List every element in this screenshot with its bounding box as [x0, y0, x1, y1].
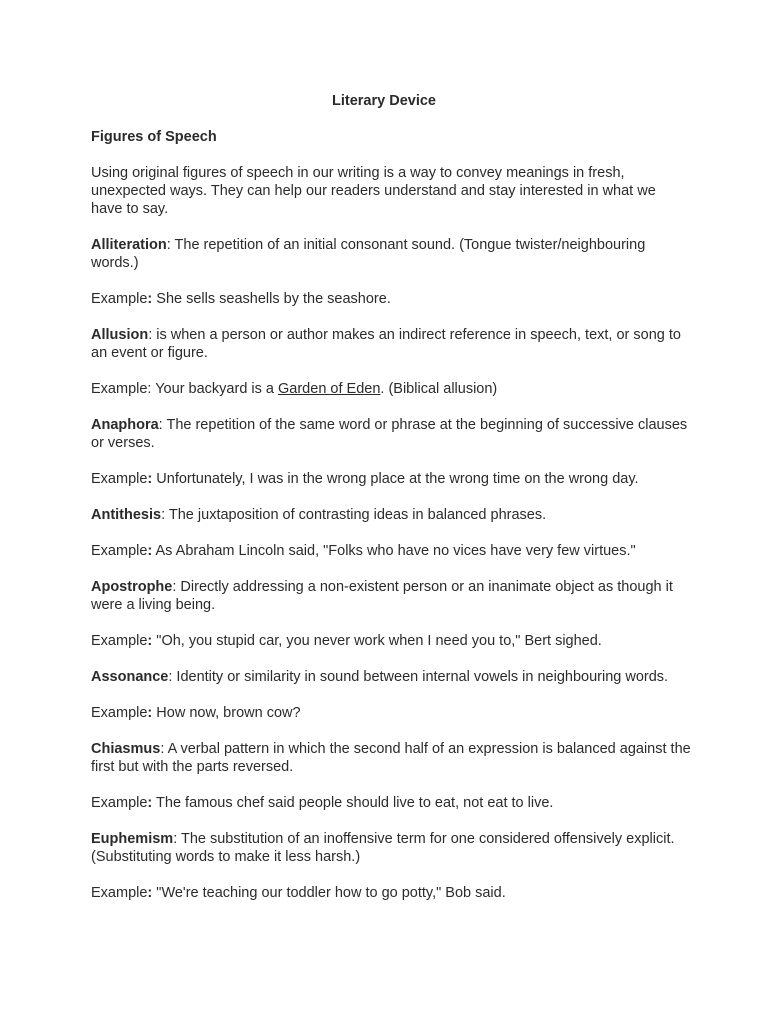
example-text-after: . (Biblical allusion) [380, 381, 498, 397]
example-euphemism [91, 884, 691, 902]
example-text: Unfortunately, I was in the wrong place at the wrong time on the wrong day. [152, 471, 639, 487]
definition-apostrophe [91, 578, 691, 614]
document-title: Literary Device [332, 93, 436, 109]
example-colon: : [147, 633, 153, 649]
definition-text: : A verbal pattern in which the second half of an expression is balanced against the first but with the parts reversed. [91, 741, 691, 775]
example-colon: : [147, 471, 153, 487]
example-colon: : [147, 705, 153, 721]
example-text: Your backyard is a [151, 381, 279, 397]
example-assonance [91, 704, 691, 722]
example-text: "We're teaching our toddler how to go potty," Bob said. [152, 885, 506, 901]
definition-text: : Directly addressing a non-existent person or an inanimate object as though it were a living being. [91, 579, 673, 613]
example-anaphora [91, 470, 691, 488]
definition-assonance [91, 668, 691, 686]
garden-of-eden-link[interactable]: Garden of Eden [278, 381, 381, 397]
example-allusion [91, 380, 691, 398]
example-label: Example [91, 543, 148, 559]
definition-anaphora [91, 416, 691, 452]
definition-chiasmus [91, 740, 691, 776]
term-euphemism: Euphemism [91, 831, 174, 847]
example-colon: : [147, 543, 153, 559]
example-colon: : [147, 381, 152, 397]
document-body [91, 128, 691, 920]
example-label: Example [91, 471, 148, 487]
example-alliteration [91, 290, 691, 308]
example-label: Example [91, 291, 148, 307]
definition-antithesis [91, 506, 691, 524]
definition-euphemism [91, 830, 691, 866]
example-label: Example [91, 633, 148, 649]
term-chiasmus: Chiasmus [91, 741, 161, 757]
example-colon: : [147, 795, 153, 811]
example-text: She sells seashells by the seashore. [152, 291, 391, 307]
term-anaphora: Anaphora [91, 417, 159, 433]
example-apostrophe [91, 632, 691, 650]
definition-text: : Identity or similarity in sound between internal vowels in neighbouring words. [168, 669, 669, 685]
definition-text: : The repetition of the same word or phrase at the beginning of successive clauses or verses. [91, 417, 688, 451]
term-apostrophe: Apostrophe [91, 579, 173, 595]
example-antithesis [91, 542, 691, 560]
example-text: "Oh, you stupid car, you never work when I need you to," Bert sighed. [152, 633, 602, 649]
term-antithesis: Antithesis [91, 507, 162, 523]
definition-text: : The substitution of an inoffensive term for one considered offensively explicit. (Substituting words to make it less harsh.) [91, 831, 675, 865]
example-colon: : [147, 885, 153, 901]
example-colon: : [147, 291, 153, 307]
term-alliteration: Alliteration [91, 237, 167, 253]
term-allusion: Allusion [91, 327, 149, 343]
example-text: The famous chef said people should live to eat, not eat to live. [152, 795, 554, 811]
example-label: Example [91, 381, 148, 397]
example-label: Example [91, 705, 148, 721]
definition-text: : The repetition of an initial consonant sound. (Tongue twister/neighbouring words.) [91, 237, 646, 271]
definition-text: : The juxtaposition of contrasting ideas in balanced phrases. [161, 507, 547, 523]
example-text: As Abraham Lincoln said, "Folks who have no vices have very few virtues." [152, 543, 636, 559]
term-assonance: Assonance [91, 669, 169, 685]
section-heading: Figures of Speech [91, 129, 217, 145]
example-text: How now, brown cow? [152, 705, 301, 721]
definition-allusion [91, 326, 691, 362]
definition-text: : is when a person or author makes an indirect reference in speech, text, or song to an event or figure. [91, 327, 681, 361]
intro-paragraph: Using original figures of speech in our writing is a way to convey meanings in fresh, unexpected ways. They can help our readers understand and stay interested in what we have to say. [91, 165, 656, 217]
example-label: Example [91, 795, 148, 811]
example-label: Example [91, 885, 148, 901]
example-chiasmus [91, 794, 691, 812]
definition-alliteration [91, 236, 691, 272]
